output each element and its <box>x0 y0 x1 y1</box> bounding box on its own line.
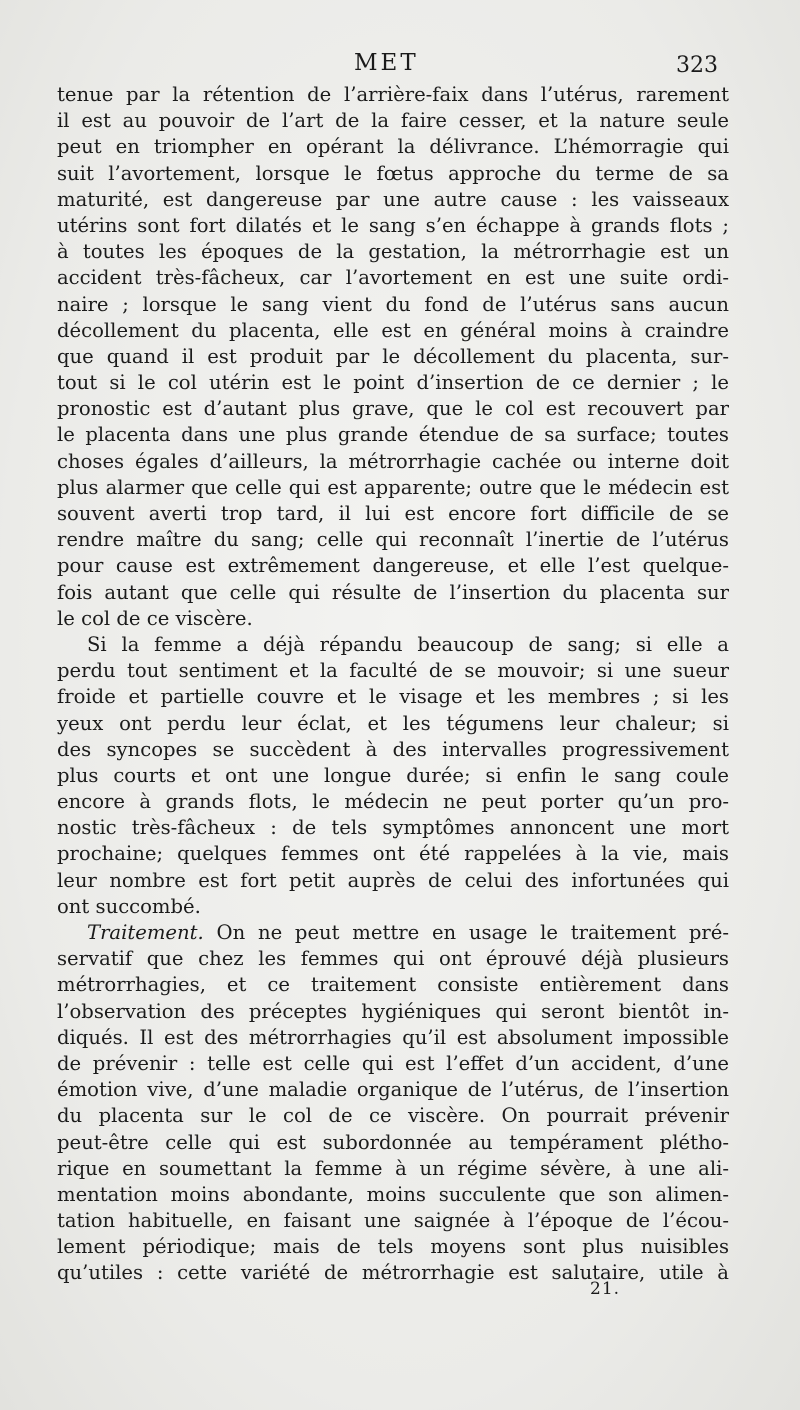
text-line: le col de ce viscère. <box>57 606 253 630</box>
paragraph-treatment <box>57 920 729 1287</box>
text-line: diqués. Il est des métrorrhagies qu’il est absolument impossible <box>57 1025 729 1049</box>
paragraph-hemorrhage-causes <box>57 82 729 632</box>
text-line: rendre maître du sang; celle qui reconnaît l’inertie de l’utérus <box>57 528 729 552</box>
text-line: utérins sont fort dilatés et le sang s’en échappe à grands flots ; <box>57 213 729 237</box>
text-line: tenue par la rétention de l’arrière-faix dans l’utérus, rarement <box>57 83 729 106</box>
text-line: du placenta sur le col de ce viscère. On pourrait prévenir <box>57 1104 729 1128</box>
text-line: choses égales d’ailleurs, la métrorrhagie cachée ou interne doit <box>57 449 729 473</box>
text-line: métrorrhagies, et ce traitement consiste entièrement dans <box>57 973 729 997</box>
text-run: On ne peut mettre en usage le traitement pré- <box>203 921 729 944</box>
text-line: qu’utiles : cette variété de métrorrhagie est salutaire, utile à <box>57 1261 729 1285</box>
text-line: mentation moins abondante, moins succulente que son alimen- <box>57 1182 729 1206</box>
text-line: l’observation des préceptes hygiéniques qui seront bientôt in- <box>57 999 729 1023</box>
text-line: plus alarmer que celle qui est apparente; outre que le médecin est <box>57 475 729 499</box>
text-line: yeux ont perdu leur éclat, et les tégumens leur chaleur; si <box>57 711 729 735</box>
section-heading-traitement: Traitement. <box>87 921 204 944</box>
text-line: ont succombé. <box>57 894 201 918</box>
text-line: décollement du placenta, elle est en général moins à craindre <box>57 318 729 342</box>
text-line: peut en triompher en opérant la délivrance. L’hémorragie qui <box>57 135 729 159</box>
text-line: il est au pouvoir de l’art de la faire cesser, et la nature seule <box>57 109 729 133</box>
text-line: Si la femme a déjà répandu beaucoup de sang; si elle a <box>87 632 729 656</box>
text-line: froide et partielle couvre et le visage et les membres ; si les <box>57 685 729 709</box>
running-head <box>0 50 800 84</box>
text-line: pour cause est extrêmement dangereuse, et elle l’est quelque- <box>57 554 729 578</box>
signature-mark: 21. <box>590 1279 621 1299</box>
text-line: pronostic est d’autant plus grave, que le col est recouvert par <box>57 397 729 421</box>
text-line: tout si le col utérin est le point d’insertion de ce dernier ; le <box>57 371 729 395</box>
text-line: prochaine; quelques femmes ont été rappelées à la vie, mais <box>57 842 729 866</box>
text-line: leur nombre est fort petit auprès de celui des infortunées qui <box>57 868 729 892</box>
text-line: lement périodique; mais de tels moyens sont plus nuisibles <box>57 1235 729 1259</box>
text-line: le placenta dans une plus grande étendue de sa surface; toutes <box>57 423 729 447</box>
body-text <box>57 82 729 1287</box>
text-line: des syncopes se succèdent à des intervalles progressivement <box>57 737 729 761</box>
text-line: peut-être celle qui est subordonnée au tempérament plétho- <box>57 1130 729 1154</box>
text-line: à toutes les époques de la gestation, la métrorrhagie est un <box>57 240 729 264</box>
text-line: suit l’avortement, lorsque le fœtus approche du terme de sa <box>57 161 729 185</box>
text-line: fois autant que celle qui résulte de l’insertion du placenta sur <box>57 580 729 604</box>
text-line <box>57 920 729 946</box>
running-head-title: MET <box>354 50 419 76</box>
text-line: rique en soumettant la femme à un régime sévère, à une ali- <box>57 1156 729 1180</box>
text-line: que quand il est produit par le décollement du placenta, sur- <box>57 344 729 368</box>
text-line: perdu tout sentiment et la faculté de se mouvoir; si une sueur <box>57 659 729 683</box>
page-number: 323 <box>676 53 718 78</box>
paragraph-prognosis <box>57 632 729 920</box>
text-line: de prévenir : telle est celle qui est l’effet d’un accident, d’une <box>57 1051 729 1075</box>
text-line: plus courts et ont une longue durée; si enfin le sang coule <box>57 763 729 787</box>
text-line: naire ; lorsque le sang vient du fond de l’utérus sans aucun <box>57 292 729 316</box>
text-line: servatif que chez les femmes qui ont éprouvé déjà plusieurs <box>57 947 729 971</box>
text-line: accident très-fâcheux, car l’avortement en est une suite ordi- <box>57 266 729 290</box>
text-line: encore à grands flots, le médecin ne peut porter qu’un pro- <box>57 790 729 814</box>
text-line: émotion vive, d’une maladie organique de l’utérus, de l’insertion <box>57 1078 729 1102</box>
text-line: souvent averti trop tard, il lui est encore fort difficile de se <box>57 502 729 525</box>
text-line: maturité, est dangereuse par une autre cause : les vaisseaux <box>57 187 729 211</box>
text-line: nostic très-fâcheux : de tels symptômes annoncent une mort <box>57 816 729 840</box>
text-line: tation habituelle, en faisant une saignée à l’époque de l’écou- <box>57 1209 729 1233</box>
